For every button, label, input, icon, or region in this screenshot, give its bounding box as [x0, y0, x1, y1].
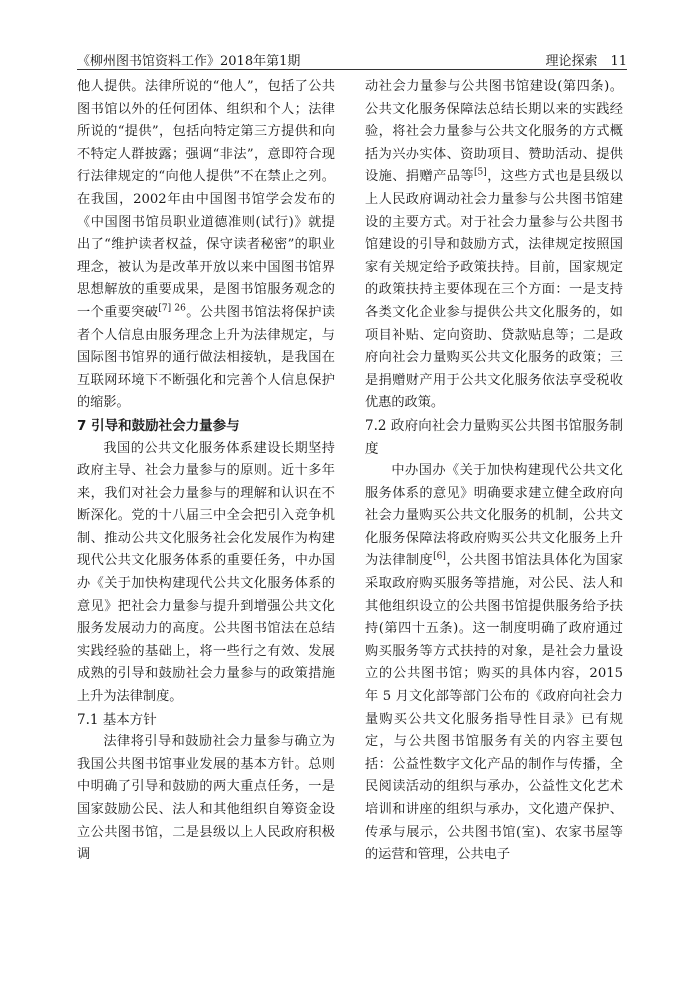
section-heading-7: 7 引导和鼓励社会力量参与 — [77, 417, 240, 434]
section-page-number: 理论探索 11 — [545, 54, 627, 69]
paragraph-text: 中办国办《关于加快构建现代公共文化服务体系的意见》明确要求建立健全政府向社会力量购买公共文化服务的机制，公共文化服务保障法将政府购买公共文化服务上升为法律制度 — [365, 463, 623, 569]
paragraph-text: ，公共图书馆法具体化为国家采取政府购买服务等措施，对公民、法人和其他组织设立的公共图书馆提供服务给予扶持(第四十五条)。这一制度明确了政府通过购买服务等方式扶持的对象，是社会力量设立的公共图书馆；购买的具体内容，2015 年 5 月文化部等部门公布的《政府向社会力量购买公共文化服务指导性目录》已有规定，与公共图书馆服务有关的内容主要包括：公益性数字文化产品的制作与传播，全民阅读活动的组织与承办，公益性文化艺术培训和讲座的组织与承办，文化遗产保护、传承与展示，公共图书馆(室)、农家书屋等的运营和管理，公共电子 — [365, 553, 623, 863]
citation-ref: [5] — [474, 167, 487, 178]
header-rule — [77, 69, 627, 70]
citation-ref: [6] — [433, 552, 446, 563]
paragraph-section-7-1: 法律将引导和鼓励社会力量参与确立为我国公共图书馆事业发展的基本方针。总则中明确了引导和鼓励的两大重点任务，一是国家鼓励公民、法人和其他组织自筹资金设立公共图书馆，二是县级以上人民政府积极调 — [77, 734, 335, 863]
journal-title: 《柳州图书馆资料工作》2018年第1期 — [77, 54, 301, 69]
paragraph-section-7-2 — [365, 460, 623, 867]
left-column — [77, 76, 335, 867]
subsection-heading-7-1: 7.1 基本方针 — [77, 711, 157, 728]
paragraph-intro — [77, 76, 335, 415]
subsection-heading-7-2: 7.2 政府向社会力量购买公共图书馆服务制度 — [365, 417, 623, 457]
paragraph-text: 动社会力量参与公共图书馆建设(第四条)。公共文化服务保障法总结长期以来的实践经验，将社会力量参与公共文化服务的方式概括为兴办实体、资助项目、赞助活动、提供设施、捐赠产品等 — [365, 79, 623, 185]
paragraph-text: ，这些方式也是县级以上人民政府调动社会力量参与公共图书馆建设的主要方式。对于社会力量参与公共图书馆建设的引导和鼓励方式，法律规定按照国家有关规定给予政策扶持。目前，国家规定的政策扶持主要体现在三个方面：一是支持各类文化企业参与提供公共文化服务的，如项目补贴、定向资助、贷款贴息等；二是政府向社会力量购买公共文化服务的政策；三是捐赠财产用于公共文化服务依法享受税收优惠的政策。 — [365, 169, 623, 411]
paragraph-continued — [365, 76, 623, 415]
paragraph-section-7: 我国的公共文化服务体系建设长期坚持政府主导、社会力量参与的原则。近十多年来，我们对社会力量参与的理解和认识在不断深化。党的十八届三中全会把引入竞争机制、推动公共文化服务社会化发展作为构建现代公共文化服务体系的重要任务，中办国办《关于加快构建现代公共文化服务体系的意见》把社会力量参与提升到增强公共文化服务发展动力的高度。公共图书馆法在总结实践经验的基础上，将一些行之有效、发展成熟的引导和鼓励社会力量参与的政策措施上升为法律制度。 — [77, 440, 335, 705]
paragraph-text: 他人提供。法律所说的“他人”，包括了公共图书馆以外的任何团体、组织和个人；法律所说的“提供”，包括向特定第三方提供和向不特定人群披露；强调“非法”，意即符合现行法律规定的“向他人提供”不在禁止之列。在我国，2002年由中国图书馆学会发布的《中国图书馆员职业道德准则(试行)》就提出了“维护读者权益，保守读者秘密”的职业理念，被认为是改革开放以来中国图书馆界思想解放的重要成果，是图书馆服务观念的一个重要突破 — [77, 79, 335, 320]
citation-ref: [7] 26 — [158, 303, 186, 314]
paragraph-text: 。公共图书馆法将保护读者个人信息由服务理念上升为法律规定，与国际图书馆界的通行做法相接轨，是我国在互联网环境下不断强化和完善个人信息保护的缩影。 — [77, 304, 335, 411]
right-column — [365, 76, 623, 867]
running-header — [77, 42, 627, 70]
